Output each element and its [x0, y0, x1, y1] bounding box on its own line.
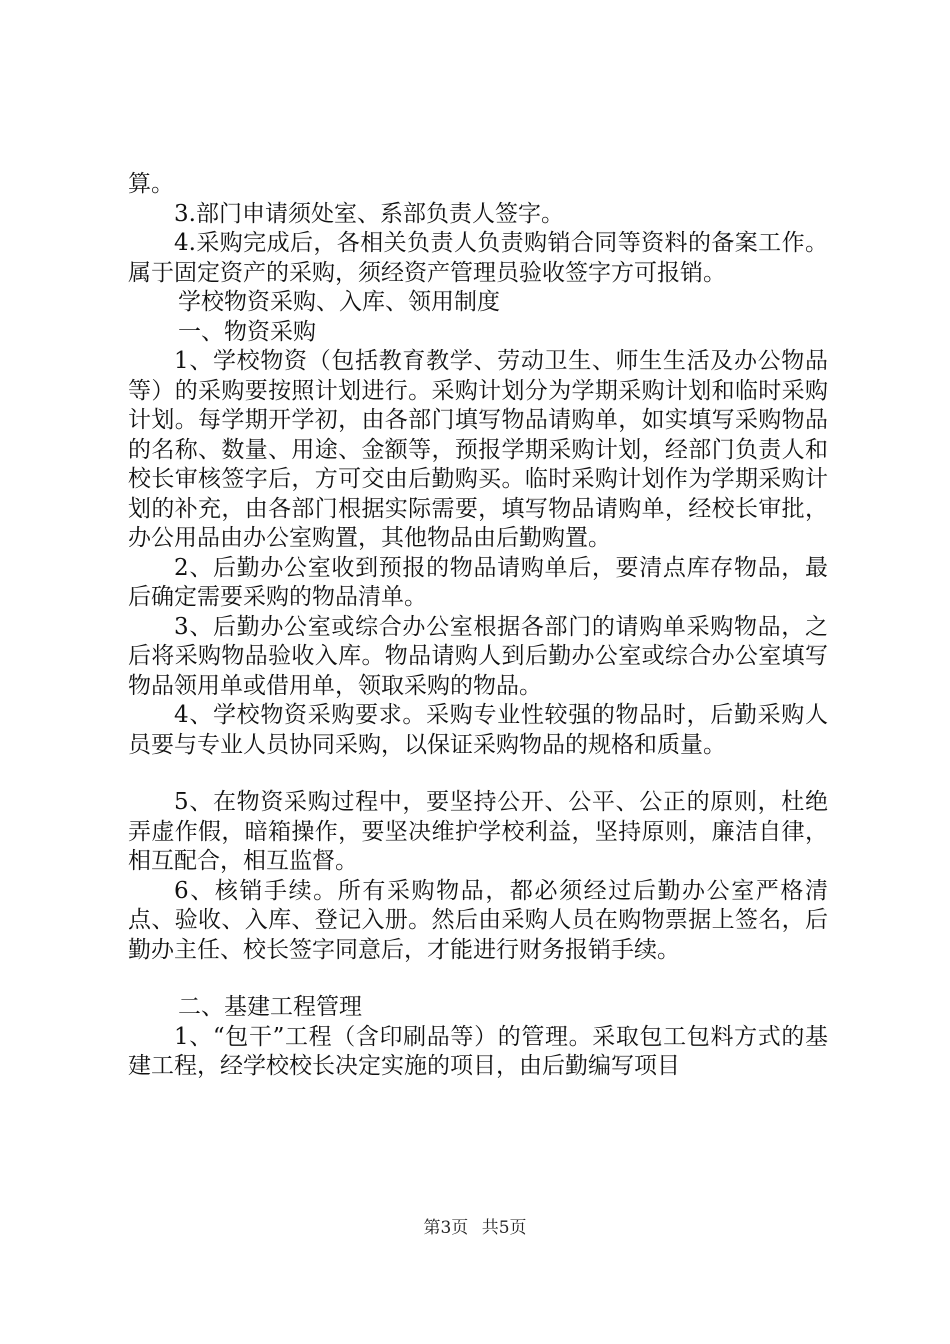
page-number: 第3页: [423, 1218, 469, 1238]
paragraph-procurement-4: 4、学校物资采购要求。采购专业性较强的物品时，后勤采购人员要与专业人员协同采购，以保证采购物品的规格和质量。: [128, 702, 828, 758]
paragraph-procurement-3: 3、后勤办公室或综合办公室根据各部门的请购单采购物品，之后将采购物品验收入库。物品请购人到后勤办公室或综合办公室填写物品领用单或借用单，领取采购的物品。: [128, 613, 828, 699]
paragraph-construction-1: 1、“包干”工程（含印刷品等）的管理。采取包工包料方式的基建工程，经学校校长决定实施的项目，由后勤编写项目: [128, 1023, 828, 1079]
document-body: [128, 170, 828, 1082]
paragraph-procurement-2: 2、后勤办公室收到预报的物品请购单后，要清点库存物品，最后确定需要采购的物品清单。: [128, 554, 828, 610]
paragraph-item-3: 3.部门申请须处室、系部负责人签字。: [174, 200, 564, 227]
paragraph-continuation: 算。: [128, 171, 174, 197]
paragraph-procurement-6: 6、核销手续。所有采购物品，都必须经过后勤办公室严格清点、验收、入库、登记入册。然后由采购人员在购物票据上签名，后勤办主任、校长签字同意后，才能进行财务报销手续。: [128, 877, 828, 963]
heading-procurement: 一、物资采购: [178, 318, 316, 345]
section-title: 学校物资采购、入库、领用制度: [178, 289, 500, 315]
heading-construction: 二、基建工程管理: [178, 994, 362, 1020]
paragraph-item-4: 4.采购完成后，各相关负责人负责购销合同等资料的备案工作。属于固定资产的采购，须经资产管理员验收签字方可报销。: [128, 230, 828, 286]
paragraph-procurement-5: 5、在物资采购过程中，要坚持公开、公平、公正的原则，杜绝弄虚作假，暗箱操作，要坚决维护学校利益，坚持原则，廉洁自律，相互配合，相互监督。: [128, 789, 828, 874]
spacer: [128, 965, 828, 993]
spacer: [128, 760, 828, 788]
paragraph-procurement-1: 1、学校物资（包括教育教学、劳动卫生、师生生活及办公物品等）的采购要按照计划进行。采购计划分为学期采购计划和临时采购计划。每学期开学初，由各部门填写物品请购单，如实填写采购物品的名称、数量、用途、金额等，预报学期采购计划，经部门负责人和校长审核签字后，方可交由后勤购买。临时采购计划作为学期采购计划的补充，由各部门根据实际需要，填写物品请购单，经校长审批，办公用品由办公室购置，其他物品由后勤购置。: [128, 348, 828, 551]
page-footer: [0, 1213, 950, 1238]
page-total: 共5页: [481, 1218, 527, 1238]
